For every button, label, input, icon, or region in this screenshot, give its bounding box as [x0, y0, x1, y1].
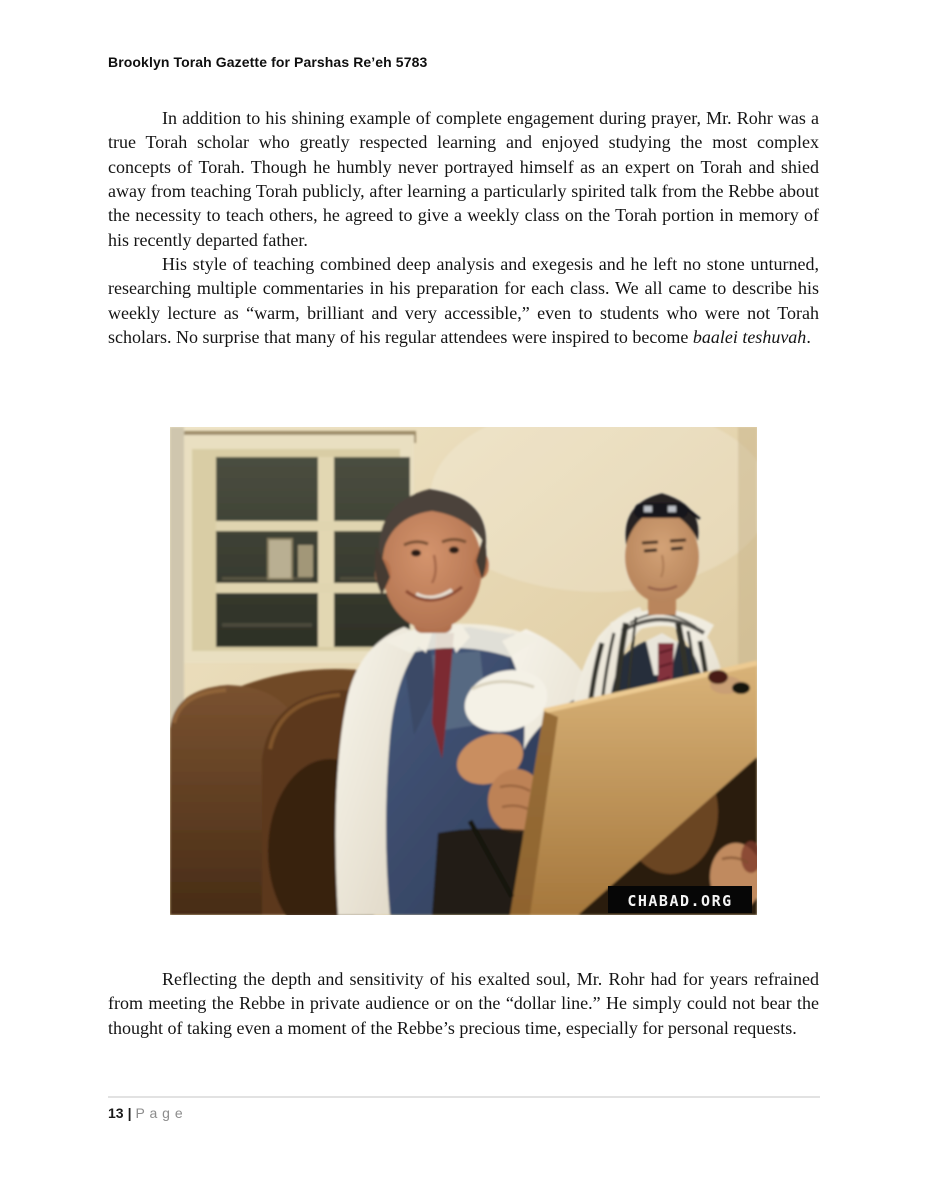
- photo-watermark: [608, 886, 752, 913]
- footer-separator: |: [127, 1105, 132, 1121]
- footer-page-number: 13: [108, 1105, 124, 1121]
- paragraph-2-text: His style of teaching combined deep analysis and exegesis and he left no stone unturned, researching multiple commentaries in his preparation for each class. We all came to describe his weekly lecture as “warm, brilliant and very accessible,” even to students who were not Torah scholars. No surprise that many of his regular attendees were inspired to become: [108, 254, 819, 348]
- body-text-bottom: [108, 967, 819, 1040]
- body-text-top: [108, 106, 819, 349]
- footer-page-label: P a g e: [135, 1105, 184, 1121]
- synagogue-photo: [170, 427, 757, 915]
- chabad-watermark-text: CHABAD.ORG: [627, 892, 733, 910]
- paragraph-3: [108, 967, 819, 1040]
- paragraph-3-text: Reflecting the depth and sensitivity of his exalted soul, Mr. Rohr had for years refrained from meeting the Rebbe in private audience or on the “dollar line.” He simply could not bear the thought of taking even a moment of the Rebbe’s precious time, especially for personal requests.: [108, 969, 819, 1038]
- page-footer: [108, 1096, 820, 1121]
- paragraph-1-text: In addition to his shining example of complete engagement during prayer, Mr. Rohr was a true Torah scholar who greatly respected learning and enjoyed studying the most complex concepts of Torah. Though he humbly never portrayed himself as an expert on Torah and shied away from teaching Torah publicly, after learning a particularly spirited talk from the Rebbe about the necessity to teach others, he agreed to give a weekly class on the Torah portion in memory of his recently departed father.: [108, 108, 819, 250]
- page-header-title: Brooklyn Torah Gazette for Parshas Re’eh 5783: [108, 54, 428, 70]
- footer-divider: [108, 1096, 820, 1098]
- paragraph-1: [108, 106, 819, 252]
- paragraph-2-period: .: [806, 327, 811, 348]
- paragraph-2: [108, 252, 819, 349]
- paragraph-2-italic-phrase: baalei teshuvah: [692, 327, 807, 348]
